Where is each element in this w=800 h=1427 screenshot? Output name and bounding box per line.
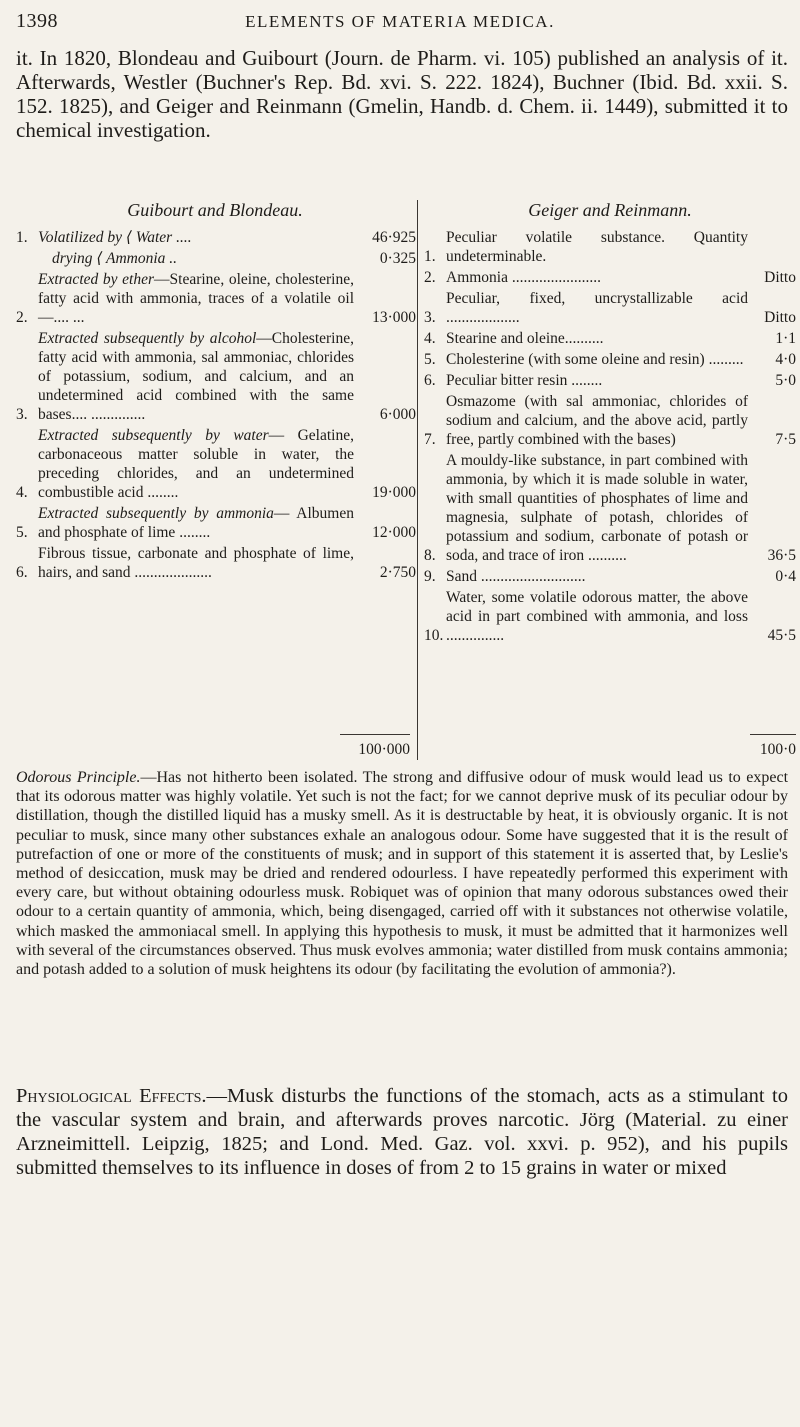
row-text [38, 426, 360, 502]
row-text: Water, some volatile odorous matter, the above acid in part combined with ammonia, and loss ............... [446, 589, 748, 644]
row-value: 19·000 [372, 484, 416, 501]
row-number: 10. [424, 627, 444, 644]
row-number: 7. [424, 431, 436, 448]
row-rest: —Cholesterine, fatty acid with ammonia, sal ammoniac, chlorides of potassium, sodium, and calcium, and an undetermined acid combined with the same bases.... .............. [38, 330, 354, 423]
row-value: 12·000 [372, 524, 416, 541]
physiological-effects-paragraph [16, 1084, 788, 1180]
row-text: Fibrous tissue, carbonate and phosphate of lime, hairs, and sand .................... [38, 545, 354, 581]
right-analysis-table [424, 228, 796, 647]
row-number: 6. [16, 564, 28, 581]
row-number: 5. [16, 524, 28, 541]
right-table-total: 100·0 [759, 741, 796, 758]
table-row [424, 268, 796, 287]
table-row [16, 228, 416, 247]
paragraph-lead: Physiological Effects. [16, 1085, 207, 1107]
table-row [16, 426, 416, 502]
row-text [38, 270, 360, 327]
row-number: 1. [16, 229, 28, 246]
table-row [424, 588, 796, 645]
row-number: 9. [424, 568, 436, 585]
row-number: 2. [16, 309, 28, 326]
row-number: 2. [424, 269, 436, 286]
right-total-rule [750, 734, 796, 735]
table-row [424, 228, 796, 266]
table-row [424, 567, 796, 586]
column-divider [417, 200, 418, 760]
row-text: Peculiar bitter resin ........ [446, 372, 603, 389]
row-lead: Extracted subsequently by ammonia [38, 505, 274, 522]
right-table-title: Geiger and Reinmann. [528, 200, 692, 220]
row-text: drying ⟨ Ammonia .. [52, 250, 178, 267]
table-row [424, 371, 796, 390]
row-number: 8. [424, 547, 436, 564]
row-value: Ditto [764, 309, 796, 326]
table-row [16, 329, 416, 424]
table-row [424, 289, 796, 327]
row-value: 0·4 [775, 568, 796, 585]
row-text [38, 329, 360, 424]
left-table-total: 100·000 [358, 741, 410, 758]
row-text: Sand ........................... [446, 568, 586, 585]
row-number: 4. [424, 330, 436, 347]
row-value: 1·1 [775, 330, 796, 347]
row-value: Ditto [764, 269, 796, 286]
row-value: 7·5 [775, 431, 796, 448]
row-text: Stearine and oleine.......... [446, 330, 604, 347]
row-number: 3. [16, 406, 28, 423]
row-text: Peculiar volatile substance. Quantity undeterminable. [446, 229, 748, 265]
running-head [16, 10, 784, 36]
row-number: 5. [424, 351, 436, 368]
row-value: 45·5 [767, 627, 796, 644]
row-number: 6. [424, 372, 436, 389]
left-analysis-table [16, 228, 416, 584]
odorous-principle-paragraph [16, 768, 788, 979]
row-text: A mouldy-like substance, in part combined with ammonia, by which it is made soluble in water, with small quantities of phosphates of lime and magnesia, sulphate of potash, chlorides of potassium and sodium, carbonate of potash or soda, and trace of iron .......... [446, 452, 748, 564]
row-value: 5·0 [775, 372, 796, 389]
paragraph-body: —Has not hitherto been isolated. The strong and diffusive odour of musk would lead us to expect that its odorous matter was highly volatile. Yet such is not the fact; for we cannot deprive musk of its peculiar odour by distillation, though the distilled liquid has a musky smell. As it is destructable by heat, it is obviously organic. It is not peculiar to musk, since many other substances exhale an analogous odour. Some have suggested that it is the result of putrefaction of one or more of the constituents of musk; and in support of this statement it is asserted that, by Leslie's method of desiccation, musk may be dried and rendered odourless. I have repeatedly performed this experiment with every care, but without obtaining odourless musk. Robiquet was of opinion that many odorous substances owed their odour to a certain quantity of ammonia, which, being disengaged, carried off with it substances not otherwise volatile, which masked the ammoniacal smell. In applying this hypothesis to musk, it must be admitted that it harmonizes well with several of the circumstances observed. Thus musk evolves ammonia; water distilled from musk contains ammonia; and potash added to a solution of musk heightens its odour (by facilitating the evolution of ammonia?). [16, 769, 789, 979]
row-text: Osmazome (with sal ammoniac, chlorides of sodium and calcium, and the above acid, partly free, partly combined with the bases) [446, 393, 748, 448]
row-value: 46·925 [372, 229, 416, 246]
left-table-title: Guibourt and Blondeau. [127, 200, 303, 220]
row-text: Volatilized by ⟨ Water .... [38, 229, 192, 246]
row-lead: Extracted subsequently by water [38, 427, 269, 444]
row-value: 2·750 [379, 564, 416, 581]
row-rest: — Albumen and phosphate of lime ........ [38, 505, 354, 541]
paragraph-lead: Odorous Principle. [16, 769, 141, 786]
table-row [16, 270, 416, 327]
row-value: 36·5 [767, 547, 796, 564]
row-number: 3. [424, 309, 436, 326]
row-text: Cholesterine (with some oleine and resin) ......... [446, 351, 744, 368]
table-row [16, 544, 416, 582]
running-title: ELEMENTS OF MATERIA MEDICA. [245, 12, 555, 31]
row-rest: — Gelatine, carbonaceous matter soluble in water, the preceding chlorides, and an undetermined combustible acid ........ [38, 427, 354, 501]
left-total-rule [340, 734, 410, 735]
row-lead: Extracted subsequently by alcohol [38, 330, 257, 347]
row-number: 1. [424, 248, 436, 265]
row-value: 13·000 [372, 309, 416, 326]
row-value: 4·0 [775, 351, 796, 368]
row-value: 0·325 [379, 250, 416, 267]
table-row [16, 504, 416, 542]
row-value: 6·000 [379, 406, 416, 423]
table-row [424, 329, 796, 348]
row-lead: Extracted by ether [38, 271, 155, 288]
row-number: 4. [16, 484, 28, 501]
intro-paragraph: it. In 1820, Blondeau and Guibourt (Journ. de Pharm. vi. 105) published an analysis of it. Afterwards, Westler (Buchner's Rep. Bd. xvi. S. 222. 1824), Buchner (Ibid. Bd. xxii. S. 152. 1825), and Geiger and Reinmann (Gmelin, Handb. d. Chem. ii. 1449), submitted it to chemical investigation. [16, 46, 788, 142]
row-text: Ammonia ....................... [446, 269, 601, 286]
page-number: 1398 [16, 10, 58, 32]
table-row [16, 249, 416, 268]
row-rest: —Stearine, oleine, cholesterine, fatty acid with ammonia, traces of a volatile oil —.... ... [38, 271, 354, 326]
table-row [424, 451, 796, 565]
row-text [38, 504, 360, 542]
paragraph-body: —Musk disturbs the functions of the stomach, acts as a stimulant to the vascular system and brain, and afterwards proves narcotic. Jörg (Material. zu einer Arzneimittell. Leipzig, 1825; and Lond. Med. Gaz. vol. xxvi. p. 952), and his pupils submitted themselves to its influence in doses of from 2 to 15 grains in water or mixed [16, 1085, 789, 1179]
table-row [424, 392, 796, 449]
row-text: Peculiar, fixed, uncrystallizable acid ................... [446, 290, 748, 326]
table-row [424, 350, 796, 369]
